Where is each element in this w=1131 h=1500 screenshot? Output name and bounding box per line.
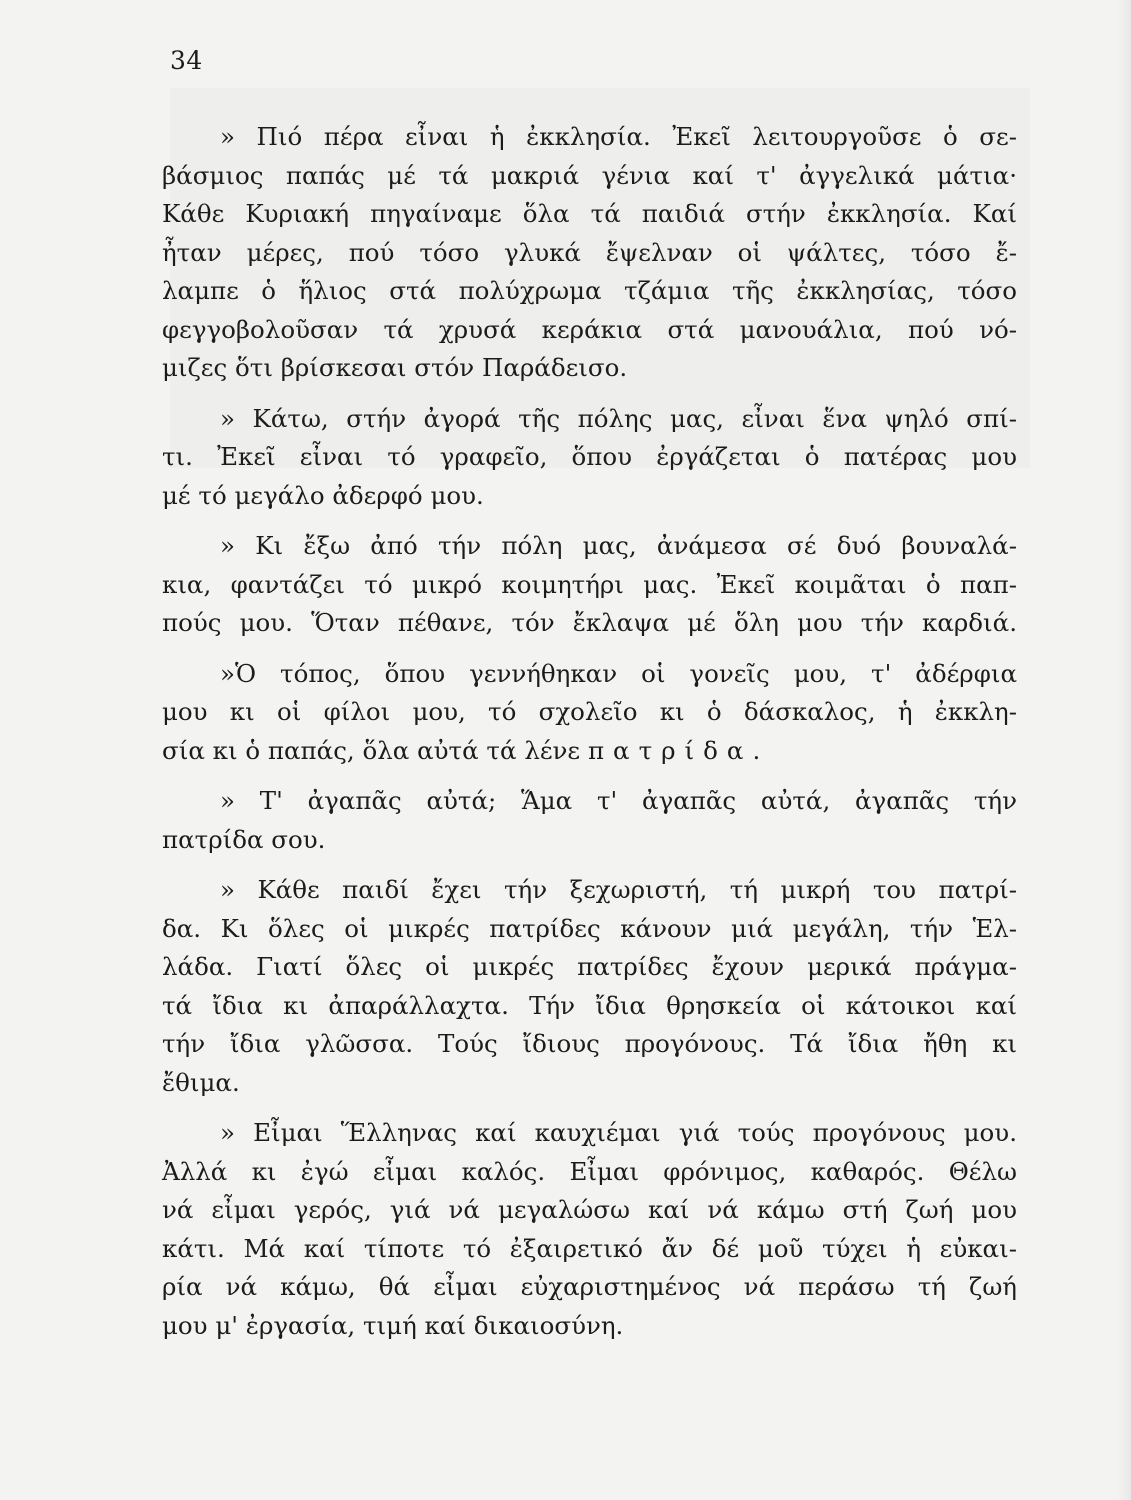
text-line xyxy=(162,732,1017,771)
paragraph-market xyxy=(162,400,1017,516)
text-line: » Κάτω, στήν ἀγορά τῆς πόλης μας, εἶναι ἕνα ψηλό σπί- xyxy=(220,403,1017,433)
paragraph-cemetery xyxy=(162,527,1017,643)
text-line: δα. Κι ὅλες οἱ μικρές πατρίδες κάνουν μιά μεγάλη, τήν Ἑλ- xyxy=(162,913,1017,943)
body-text xyxy=(162,118,1017,1357)
text-line: » Πιό πέρα εἶναι ἡ ἐκκλησία. Ἐκεῖ λειτουργοῦσε ὁ σε- xyxy=(220,122,1017,151)
text-line: βάσμιος παπάς μέ τά μακριά γένια καί τ' ἀγγελικά μάτια· xyxy=(162,160,1017,190)
page-number: 34 xyxy=(170,46,203,75)
text-line: κια, φαντάζει τό μικρό κοιμητήρι μας. Ἐκεῖ κοιμᾶται ὁ παπ- xyxy=(162,569,1017,599)
text-line: τήν ἴδια γλῶσσα. Τούς ἴδιους προγόνους. Τά ἴδια ἤθη κι xyxy=(162,1029,1017,1058)
page-edge xyxy=(1117,0,1131,1500)
text-line: τι. Ἐκεῖ εἶναι τό γραφεῖο, ὅπου ἐργάζεται ὁ πατέρας μου xyxy=(162,442,1017,471)
text-line: »Ὁ τόπος, ὅπου γεννήθηκαν οἱ γονεῖς μου, τ' ἀδέρφια xyxy=(220,658,1017,688)
text-line: ἦταν μέρες, πού τόσο γλυκά ἔψελναν οἱ ψάλτες, τόσο ἔ- xyxy=(162,237,1017,267)
text-line: τά ἴδια κι ἀπαράλλαχτα. Τήν ἴδια θρησκεία οἱ κάτοικοι καί xyxy=(162,990,1017,1020)
paragraph-church xyxy=(162,118,1017,388)
text-line: μιζες ὅτι βρίσκεσαι στόν Παράδεισο. xyxy=(162,353,628,382)
text-line: μου μ' ἐργασία, τιμή καί δικαιοσύνη. xyxy=(162,1310,624,1340)
text-line: ρία νά κάμω, θά εἶμαι εὐχαριστημένος νά περάσω τή ζωή xyxy=(162,1272,1017,1301)
text-line: ἔθιμα. xyxy=(162,1067,240,1097)
text-line: κάτι. Μά καί τίποτε τό ἐξαιρετικό ἄν δέ μοῦ τύχει ἡ εὐκαι- xyxy=(162,1233,1017,1263)
text-line: Ἀλλά κι ἐγώ εἶμαι καλός. Εἶμαι φρόνιμος, καθαρός. Θέλω xyxy=(162,1156,1017,1186)
text-line: πούς μου. Ὅταν πέθανε, τόν ἔκλαψα μέ ὅλη μου τήν καρδιά. xyxy=(162,608,1017,637)
text-line: » Κάθε παιδί ἔχει τήν ξεχωριστή, τή μικρή του πατρί- xyxy=(220,875,1017,904)
emphasis-word: πατρίδα. xyxy=(587,735,770,765)
text-line: λαμπε ὁ ἥλιος στά πολύχρωμα τζάμια τῆς ἐκκλησίας, τόσο xyxy=(162,276,1017,305)
text-line: » Τ' ἀγαπᾶς αὐτά; Ἅμα τ' ἀγαπᾶς αὐτά, ἀγαπᾶς τήν xyxy=(220,786,1017,815)
text-line-prefix: σία κι ὁ παπάς, ὅλα αὐτά τά λένε xyxy=(162,735,581,765)
text-line: Κάθε Κυριακή πηγαίναμε ὅλα τά παιδιά στήν ἐκκλησία. Καί xyxy=(162,199,1017,228)
text-line: » Κι ἔξω ἀπό τήν πόλη μας, ἀνάμεσα σέ δυό βουναλά- xyxy=(220,531,1017,560)
paragraph-love xyxy=(162,782,1017,859)
text-line: λάδα. Γιατί ὅλες οἱ μικρές πατρίδες ἔχουν μερικά πράγμα- xyxy=(162,952,1017,981)
text-line: » Εἶμαι Ἕλληνας καί καυχιέμαι γιά τούς προγόνους μου. xyxy=(220,1118,1017,1147)
paragraph-homeland xyxy=(162,655,1017,771)
text-line: νά εἶμαι γερός, γιά νά μεγαλώσω καί νά κάμω στή ζωή μου xyxy=(162,1195,1017,1224)
text-line: μέ τό μεγάλο ἀδερφό μου. xyxy=(162,480,484,510)
text-line: μου κι οἱ φίλοι μου, τό σχολεῖο κι ὁ δάσκαλος, ἡ ἐκκλη- xyxy=(162,697,1017,726)
text-line: φεγγοβολοῦσαν τά χρυσά κεράκια στά μανουάλια, πού νό- xyxy=(162,314,1017,344)
paragraph-pride xyxy=(162,1114,1017,1345)
paragraph-greece xyxy=(162,871,1017,1102)
text-line: πατρίδα σου. xyxy=(162,824,326,854)
